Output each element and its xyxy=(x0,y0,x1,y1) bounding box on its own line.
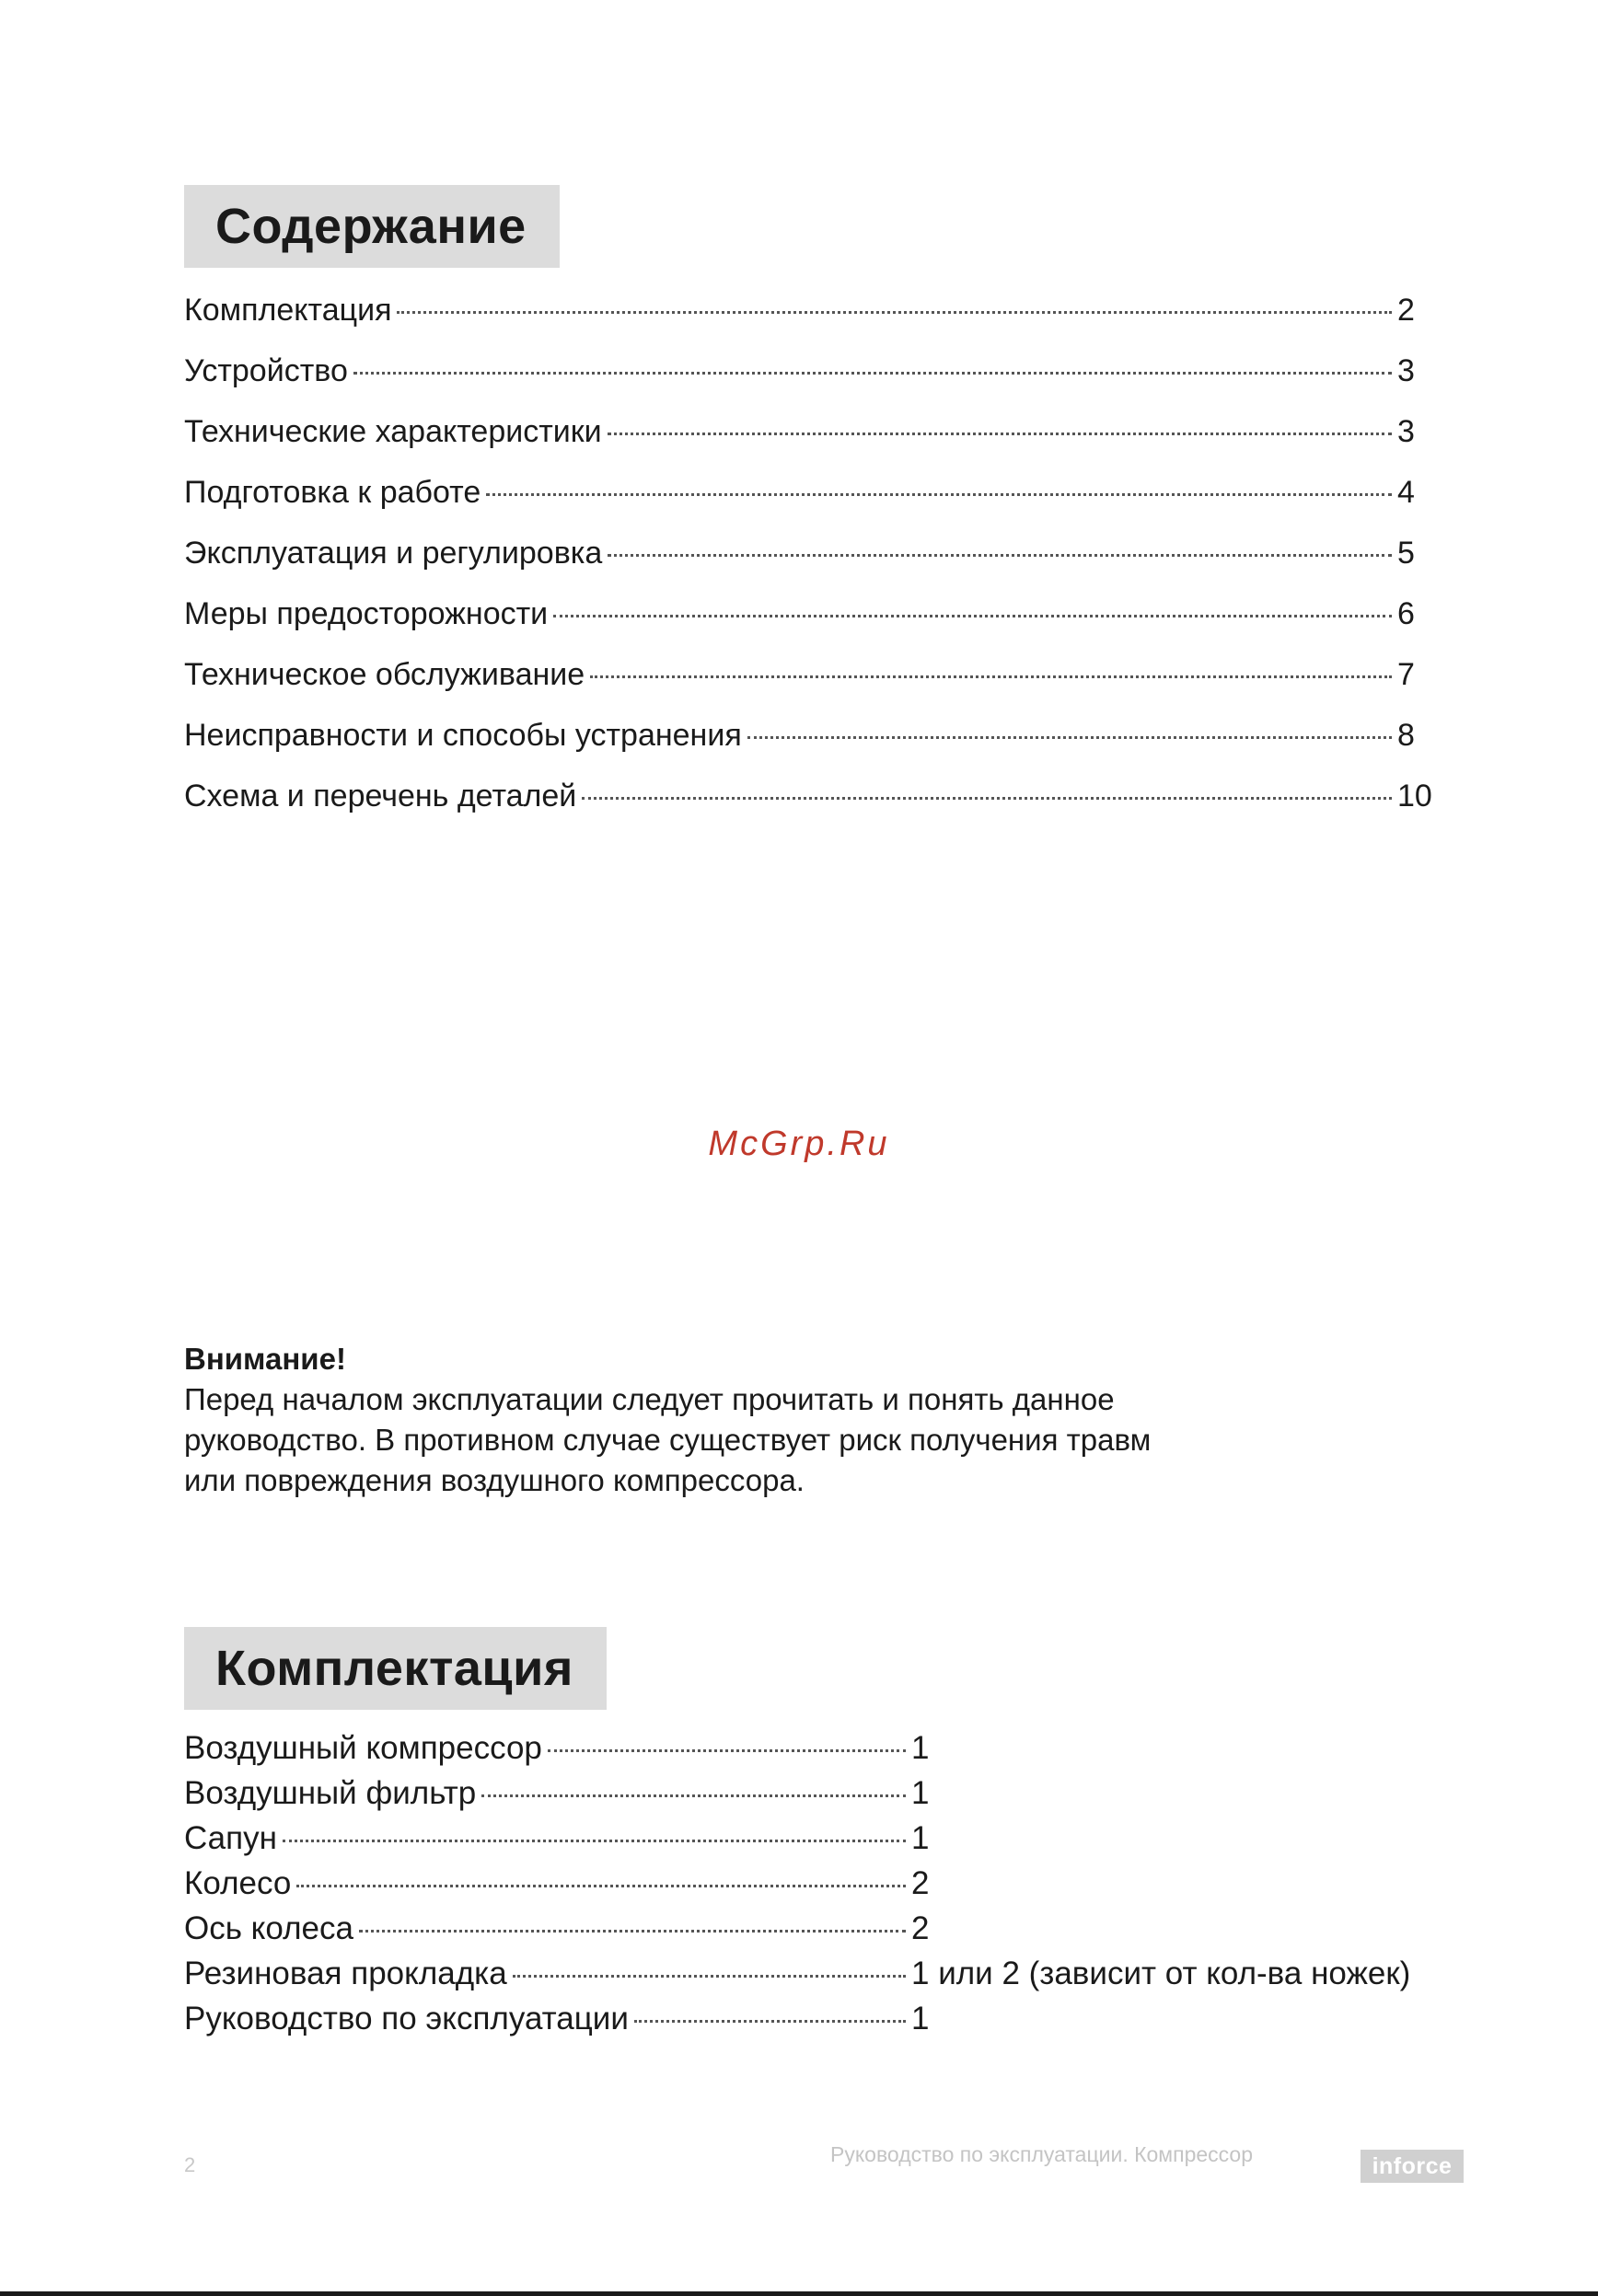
toc-entry-label: Неисправности и способы устранения xyxy=(184,718,742,753)
toc-entry[interactable] xyxy=(184,657,1436,718)
toc-entry[interactable] xyxy=(184,475,1436,536)
toc-entry-label: Комплектация xyxy=(184,293,392,328)
kit-item-qty: 2 xyxy=(911,1865,930,1901)
table-of-contents xyxy=(184,293,1436,839)
toc-dot-leader xyxy=(608,554,1392,557)
toc-entry[interactable] xyxy=(184,293,1436,353)
kit-dot-leader xyxy=(481,1794,906,1797)
toc-entry[interactable] xyxy=(184,779,1436,839)
toc-entry-page: 2 xyxy=(1397,293,1415,328)
kit-item-label: Сапун xyxy=(184,1820,277,1856)
toc-heading: Содержание xyxy=(184,185,560,268)
toc-dot-leader xyxy=(553,615,1392,617)
kit-item-label: Колесо xyxy=(184,1865,292,1901)
toc-dot-leader xyxy=(747,736,1392,739)
kit-item-qty: 1 xyxy=(911,1775,930,1811)
toc-entry-page: 5 xyxy=(1397,536,1415,571)
watermark-link[interactable]: McGrp.Ru xyxy=(708,1125,890,1163)
toc-entry-page: 4 xyxy=(1397,475,1415,510)
toc-entry-page: 10 xyxy=(1397,779,1432,813)
toc-entry[interactable] xyxy=(184,718,1436,779)
toc-entry-label: Схема и перечень деталей xyxy=(184,779,577,813)
toc-entry-label: Техническое обслуживание xyxy=(184,657,585,692)
toc-entry[interactable] xyxy=(184,414,1436,475)
kit-item-qty: 2 xyxy=(911,1910,930,1946)
kit-item-label: Воздушный компрессор xyxy=(184,1730,542,1766)
kit-item xyxy=(184,1910,1410,1956)
toc-entry-label: Подготовка к работе xyxy=(184,475,481,510)
kit-item-label: Резиновая прокладка xyxy=(184,1956,507,1991)
toc-entry-page: 3 xyxy=(1397,414,1415,449)
kit-item xyxy=(184,1820,1410,1865)
kit-list xyxy=(184,1730,1410,2046)
kit-item xyxy=(184,1865,1410,1910)
kit-item-qty: 1 или 2 (зависит от кол-ва ножек) xyxy=(911,1956,1411,1991)
toc-entry-page: 8 xyxy=(1397,718,1415,753)
toc-entry-page: 3 xyxy=(1397,353,1415,388)
toc-entry-page: 7 xyxy=(1397,657,1415,692)
kit-item-label: Воздушный фильтр xyxy=(184,1775,477,1811)
kit-item-qty: 1 xyxy=(911,1730,930,1766)
toc-dot-leader xyxy=(397,311,1392,314)
toc-entry[interactable] xyxy=(184,596,1436,657)
kit-item xyxy=(184,1730,1410,1775)
attention-text-line: руководство. В противном случае существует риск получения травм xyxy=(184,1423,1152,1457)
kit-item xyxy=(184,2001,1410,2046)
kit-dot-leader xyxy=(283,1840,906,1842)
kit-dot-leader xyxy=(548,1749,906,1752)
kit-item xyxy=(184,1775,1410,1820)
kit-item-label: Ось колеса xyxy=(184,1910,353,1946)
attention-title: Внимание! xyxy=(184,1342,346,1376)
toc-dot-leader xyxy=(486,493,1392,496)
toc-entry[interactable] xyxy=(184,536,1436,596)
toc-entry-label: Технические характеристики xyxy=(184,414,602,449)
kit-dot-leader xyxy=(634,2020,906,2023)
kit-dot-leader xyxy=(359,1930,906,1933)
kit-item-label: Руководство по эксплуатации xyxy=(184,2001,629,2036)
kit-dot-leader xyxy=(513,1975,906,1978)
footer-page-number: 2 xyxy=(184,2153,196,2176)
toc-entry-label: Эксплуатация и регулировка xyxy=(184,536,603,571)
toc-entry-label: Меры предосторожности xyxy=(184,596,549,631)
toc-entry-page: 6 xyxy=(1397,596,1415,631)
toc-entry-label: Устройство xyxy=(184,353,348,388)
toc-dot-leader xyxy=(590,675,1392,678)
bottom-divider xyxy=(0,2291,1598,2296)
kit-item-qty: 1 xyxy=(911,1820,930,1856)
kit-heading: Комплектация xyxy=(184,1627,607,1710)
brand-logo: inforce xyxy=(1361,2150,1464,2183)
kit-item-qty: 1 xyxy=(911,2001,930,2036)
toc-entry[interactable] xyxy=(184,353,1436,414)
toc-dot-leader xyxy=(353,372,1392,375)
attention-text-line: или повреждения воздушного компрессора. xyxy=(184,1463,805,1497)
footer-document-title: Руководство по эксплуатации. Компрессор xyxy=(830,2142,1253,2166)
kit-dot-leader xyxy=(296,1885,906,1887)
kit-item xyxy=(184,1956,1410,2001)
toc-dot-leader xyxy=(582,797,1392,800)
toc-dot-leader xyxy=(608,433,1392,435)
attention-notice xyxy=(184,1339,1335,1501)
attention-text-line: Перед началом эксплуатации следует прочитать и понять данное xyxy=(184,1382,1115,1416)
